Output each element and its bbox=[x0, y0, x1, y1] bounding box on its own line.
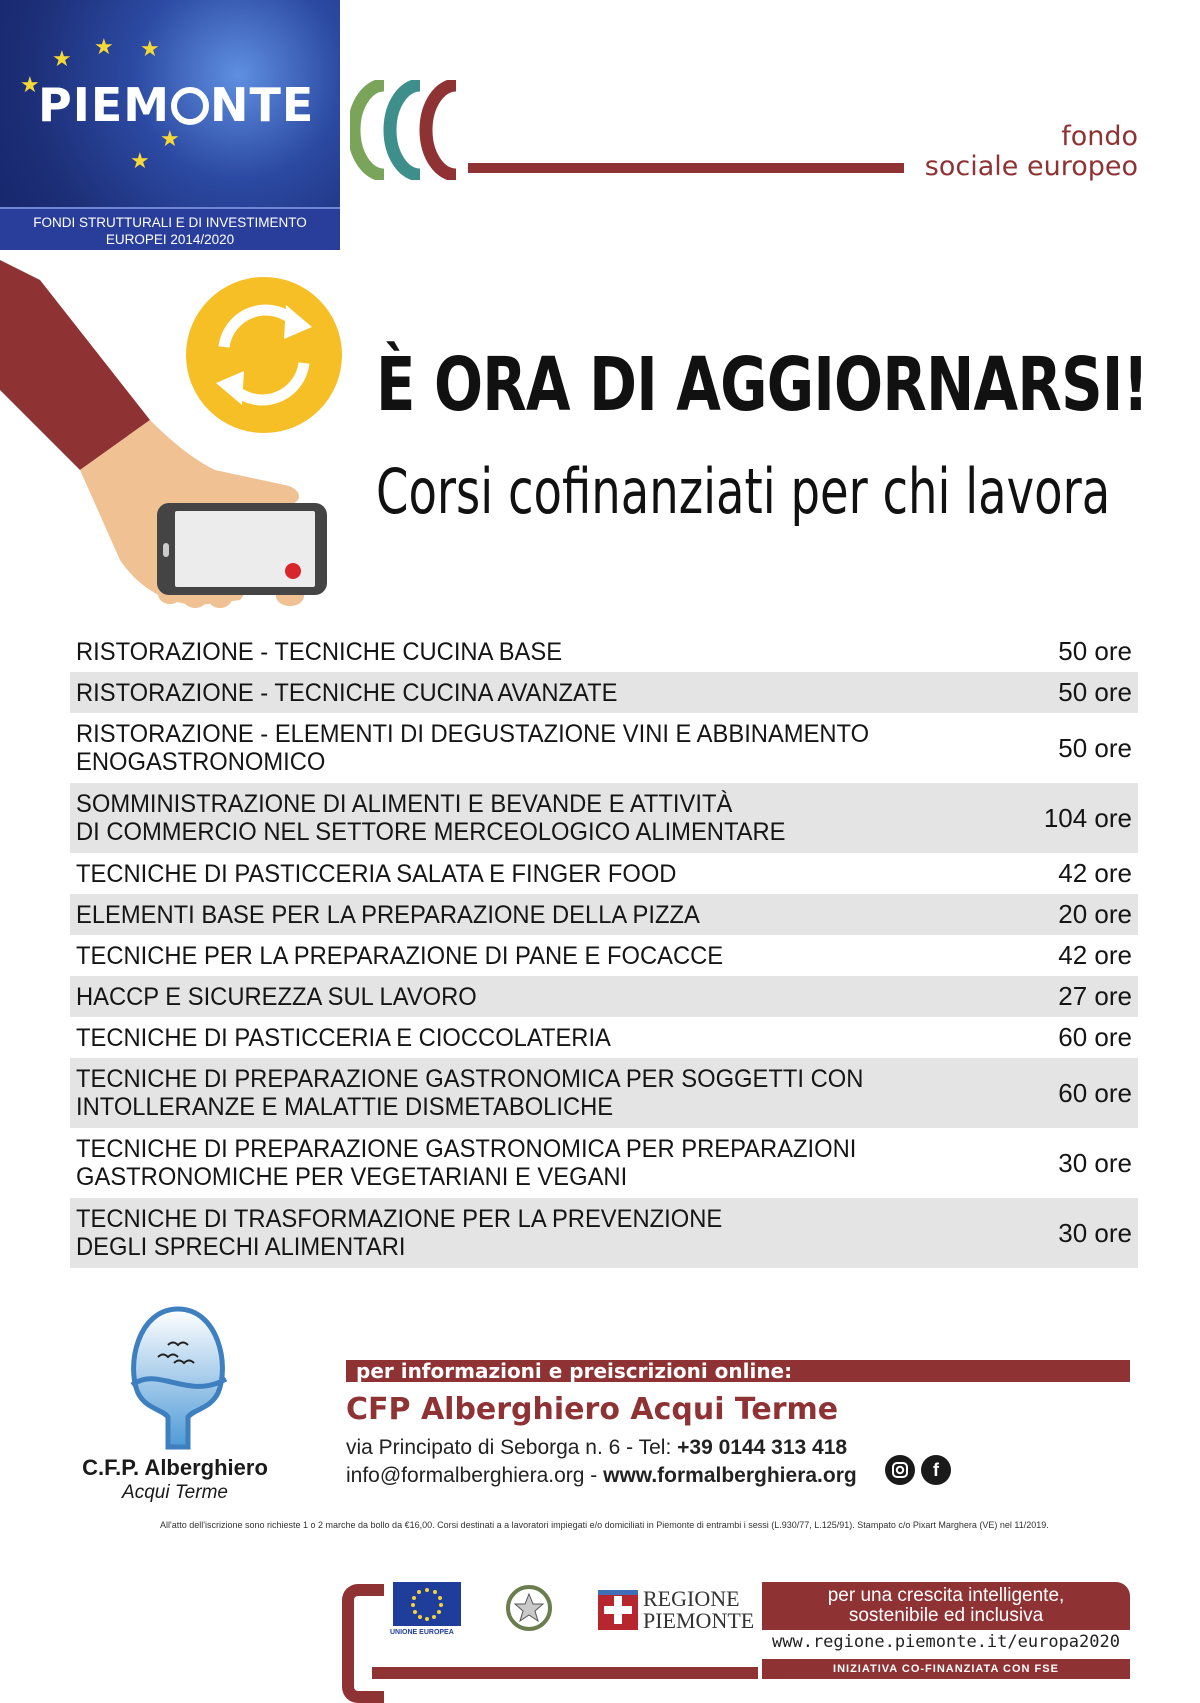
hero-subtitle: Corsi cofinanziati per chi lavora bbox=[376, 455, 1111, 528]
smartphone-icon bbox=[157, 503, 327, 595]
cfp-name: C.F.P. Alberghiero bbox=[82, 1455, 268, 1480]
course-name: TECNICHE PER LA PREPARAZIONE DI PANE E FOCACCE bbox=[76, 941, 724, 970]
instagram-icon[interactable] bbox=[885, 1455, 915, 1485]
piemonte-strip-text: FONDI STRUTTURALI E DI INVESTIMENTO EUROPEI 2014/2020 bbox=[33, 215, 307, 247]
star-icon: ★ bbox=[20, 72, 40, 97]
record-dot-icon bbox=[285, 563, 301, 579]
facebook-icon[interactable]: f bbox=[921, 1455, 951, 1485]
course-row bbox=[70, 894, 1138, 935]
course-row bbox=[70, 1058, 1138, 1128]
piemonte-strip bbox=[0, 207, 340, 250]
eu-label: UNIONE EUROPEA bbox=[390, 1629, 454, 1636]
course-name: RISTORAZIONE - ELEMENTI DI DEGUSTAZIONE VINI E ABBINAMENTO ENOGASTRONOMICO bbox=[76, 720, 870, 776]
bottom-line bbox=[372, 1667, 758, 1679]
course-name: TECNICHE DI PREPARAZIONE GASTRONOMICA PER SOGGETTI CON INTOLLERANZE E MALATTIE DISMETABOLICHE bbox=[76, 1065, 864, 1121]
piemonte-wordmark: PIEM NTE bbox=[38, 78, 315, 132]
course-name: SOMMINISTRAZIONE DI ALIMENTI E BEVANDE E ATTIVITÀ DI COMMERCIO NEL SETTORE MERCEOLOGICO ALIMENTARE bbox=[76, 790, 786, 846]
hero-title: È ORA DI AGGIORNARSI! bbox=[376, 342, 1149, 428]
slogan-text: per una crescita intelligente, sostenibile ed inclusiva bbox=[827, 1585, 1065, 1626]
course-row bbox=[70, 631, 1138, 672]
cfp-logo-icon bbox=[118, 1305, 238, 1450]
email-link[interactable]: info@formalberghiera.org - bbox=[346, 1464, 604, 1487]
course-hours: 30 ore bbox=[1058, 1217, 1132, 1248]
europa2020-link[interactable]: www.regione.piemonte.it/europa2020 bbox=[772, 1632, 1120, 1652]
course-name: TECNICHE DI PASTICCERIA E CIOCCOLATERIA bbox=[76, 1023, 611, 1052]
piemonte-logo bbox=[0, 0, 340, 250]
info-bar bbox=[346, 1360, 1130, 1382]
contact-line bbox=[346, 1464, 857, 1488]
regione-piemonte-shield-icon bbox=[598, 1590, 638, 1630]
course-name: HACCP E SICUREZZA SUL LAVORO bbox=[76, 982, 477, 1011]
course-hours: 60 ore bbox=[1058, 1022, 1132, 1052]
course-name: RISTORAZIONE - TECNICHE CUCINA BASE bbox=[76, 637, 563, 666]
school-title: CFP Alberghiero Acqui Terme bbox=[346, 1392, 839, 1427]
course-hours: 50 ore bbox=[1058, 677, 1132, 707]
cofinanced-banner: INIZIATIVA CO-FINANZIATA CON FSE bbox=[762, 1659, 1130, 1679]
cfp-city: Acqui Terme bbox=[122, 1482, 228, 1503]
course-hours: 42 ore bbox=[1058, 858, 1132, 888]
course-hours: 50 ore bbox=[1058, 732, 1132, 763]
eu-flag-icon bbox=[393, 1582, 461, 1626]
course-hours: 27 ore bbox=[1058, 981, 1132, 1011]
course-hours: 50 ore bbox=[1058, 636, 1132, 666]
course-row bbox=[70, 976, 1138, 1017]
course-row bbox=[70, 672, 1138, 713]
course-hours: 104 ore bbox=[1043, 802, 1132, 833]
course-hours: 20 ore bbox=[1058, 899, 1132, 929]
fse-ccc-logo bbox=[350, 80, 470, 180]
regione-piemonte-label: REGIONE PIEMONTE bbox=[643, 1586, 755, 1633]
course-name: TECNICHE DI TRASFORMAZIONE PER LA PREVENZIONE DEGLI SPRECHI ALIMENTARI bbox=[76, 1205, 723, 1261]
star-icon: ★ bbox=[52, 46, 72, 71]
phone-button bbox=[163, 543, 169, 557]
address bbox=[346, 1436, 847, 1460]
bottom-bracket bbox=[342, 1584, 384, 1703]
course-hours: 42 ore bbox=[1058, 940, 1132, 970]
fse-underline bbox=[468, 163, 904, 173]
course-table bbox=[70, 631, 1138, 1268]
info-bar-label: per informazioni e preiscrizioni online: bbox=[356, 1359, 793, 1383]
website-link[interactable]: www.formalberghiera.org bbox=[603, 1464, 857, 1487]
star-icon: ★ bbox=[140, 36, 160, 61]
address-text: via Principato di Seborga n. 6 - Tel: bbox=[346, 1436, 678, 1459]
star-icon: ★ bbox=[94, 34, 114, 59]
course-row bbox=[70, 713, 1138, 783]
star-icon: ★ bbox=[130, 148, 150, 173]
course-name: TECNICHE DI PREPARAZIONE GASTRONOMICA PER PREPARAZIONI GASTRONOMICHE PER VEGETARIANI E VEGANI bbox=[76, 1135, 857, 1191]
course-row bbox=[70, 1198, 1138, 1268]
course-hours: 60 ore bbox=[1058, 1077, 1132, 1108]
course-hours: 30 ore bbox=[1058, 1147, 1132, 1178]
legal-note: All'atto dell'iscrizione sono richieste 1 o 2 marche da bollo da €16,00. Corsi destinati a a lavoratori impiegati e/o domiciliati in Piemonte di entrambi i sessi (L.930/77, L.125/91). Stampato c/o Pixart Marghera (VE) nel 11/2019. bbox=[160, 1520, 1049, 1530]
europa2020-slogan bbox=[762, 1582, 1130, 1630]
course-row bbox=[70, 783, 1138, 853]
course-name: ELEMENTI BASE PER LA PREPARAZIONE DELLA PIZZA bbox=[76, 900, 700, 929]
course-row bbox=[70, 853, 1138, 894]
star-icon: ★ bbox=[160, 126, 180, 151]
update-refresh-icon bbox=[184, 275, 344, 435]
course-row bbox=[70, 935, 1138, 976]
course-name: TECNICHE DI PASTICCERIA SALATA E FINGER FOOD bbox=[76, 859, 677, 888]
phone-number[interactable]: +39 0144 313 418 bbox=[677, 1436, 848, 1459]
italian-republic-emblem-icon bbox=[505, 1584, 553, 1632]
course-row bbox=[70, 1128, 1138, 1198]
course-row bbox=[70, 1017, 1138, 1058]
course-name: RISTORAZIONE - TECNICHE CUCINA AVANZATE bbox=[76, 678, 618, 707]
fse-label: fondo sociale europeo bbox=[924, 121, 1138, 182]
